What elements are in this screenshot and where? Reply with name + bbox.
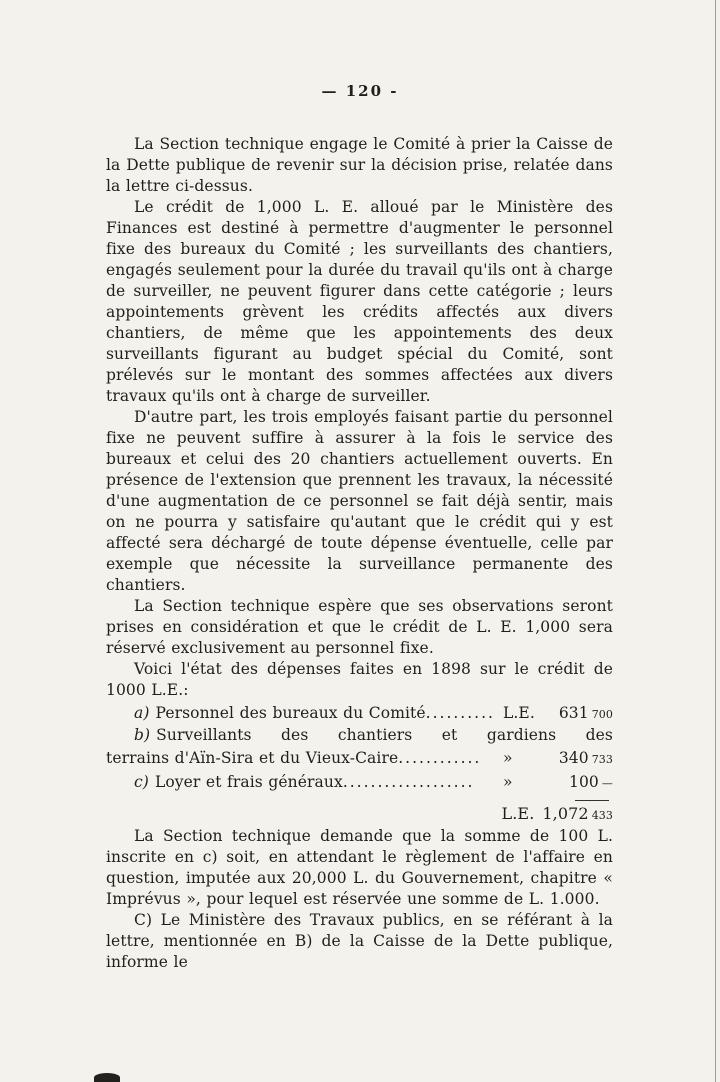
paragraph-6: La Section technique demande que la somme de 100 L. inscrite en c) soit, en attendant le règlement de l'affaire en question, imputée aux 20,000 L. du Gouvernement, chapitre « Imprévus », pour lequel est réservée une somme de L. 1.000. xyxy=(106,827,613,908)
expense-marker: a) xyxy=(134,704,150,722)
total-row xyxy=(106,803,613,826)
paragraph-4: La Section technique espère que ses observations seront prises en considération et que le crédit de L. E. 1,000 sera réservé exclusivement au personnel fixe. xyxy=(106,597,613,657)
expense-row-b-line1 xyxy=(106,725,613,746)
currency-symbol: » xyxy=(503,773,513,791)
sum-rule xyxy=(575,800,609,801)
ink-spot-artifact xyxy=(94,1073,120,1082)
total-currency: L.E. xyxy=(501,804,535,823)
milliemes: 700 xyxy=(591,708,613,721)
milliemes: 733 xyxy=(591,753,613,766)
paragraph-1: La Section technique engage le Comité à prier la Caisse de la Dette publique de revenir sur la décision prise, relatée dans la lettre ci-dessus. xyxy=(106,135,613,195)
paragraph-3: D'autre part, les trois employés faisant partie du personnel fixe ne peuvent suffire à assurer à la fois le service des bureaux et celui des 20 chantiers actuellement ouverts. En présence de l'extension que prennent les travaux, la nécessité d'une augmentation de ce personnel se fait déjà sentir, mais on ne pourra y satisfaire qu'autant que le crédit qui y est affecté sera déchargé de toute dépense éventuelle, celle par exemple que nécessite la surveillance permanente des chantiers. xyxy=(106,408,613,594)
currency-symbol: L.E. xyxy=(503,704,535,722)
expense-marker: b) xyxy=(134,726,151,744)
expense-row-c xyxy=(106,772,613,794)
dot-leader: .......... xyxy=(425,704,495,722)
expense-marker: c) xyxy=(134,773,149,791)
expense-label: Surveillants des chantiers et gardiens des xyxy=(156,726,613,744)
paragraph-2: Le crédit de 1,000 L. E. alloué par le Ministère des Finances est destiné à permettre d'augmenter le personnel fixe des bureaux du Comité ; les surveillants des chantiers, engagés seulement pour la durée du travail qu'ils ont à charge de surveiller, ne peuvent figurer dans cette catégorie ; leurs appointements grèvent les crédits affectés aux divers chantiers, de même que les appointements des deux surveillants figurant au budget spécial du Comité, sont prélevés sur le montant des sommes affectées aux divers travaux qu'ils ont à charge de surveiller. xyxy=(106,198,613,405)
expense-label: Personnel des bureaux du Comité xyxy=(155,704,426,722)
text-block xyxy=(106,134,613,973)
paragraph-5-intro: Voici l'état des dépenses faites en 1898 sur le crédit de 1000 L.E.: xyxy=(106,660,613,699)
paragraph-7: C) Le Ministère des Travaux publics, en se référant à la lettre, mentionnée en B) de la Caisse de la Dette publique, informe le xyxy=(106,911,613,971)
amount: 631 xyxy=(558,704,589,722)
amount: 340 xyxy=(558,749,589,767)
currency-symbol: » xyxy=(503,749,513,767)
page-number: — 120 - xyxy=(321,82,399,100)
amount-cell xyxy=(551,748,613,770)
milliemes: — xyxy=(601,777,613,790)
amount: 100 xyxy=(569,773,599,791)
expense-label: terrains d'Aïn-Sira et du Vieux-Caire xyxy=(106,749,399,767)
scan-edge-line xyxy=(715,0,717,1082)
expense-row-b-line2 xyxy=(106,748,613,770)
total-amount: 1,072 xyxy=(542,804,589,823)
amount-cell xyxy=(551,772,613,794)
total-milliemes: 433 xyxy=(591,809,613,822)
dot-leader: ............ xyxy=(398,749,482,767)
expense-row-a xyxy=(106,703,613,725)
amount-cell xyxy=(551,703,613,725)
expense-label: Loyer et frais généraux xyxy=(154,773,343,791)
dot-leader: ................... xyxy=(342,773,475,791)
